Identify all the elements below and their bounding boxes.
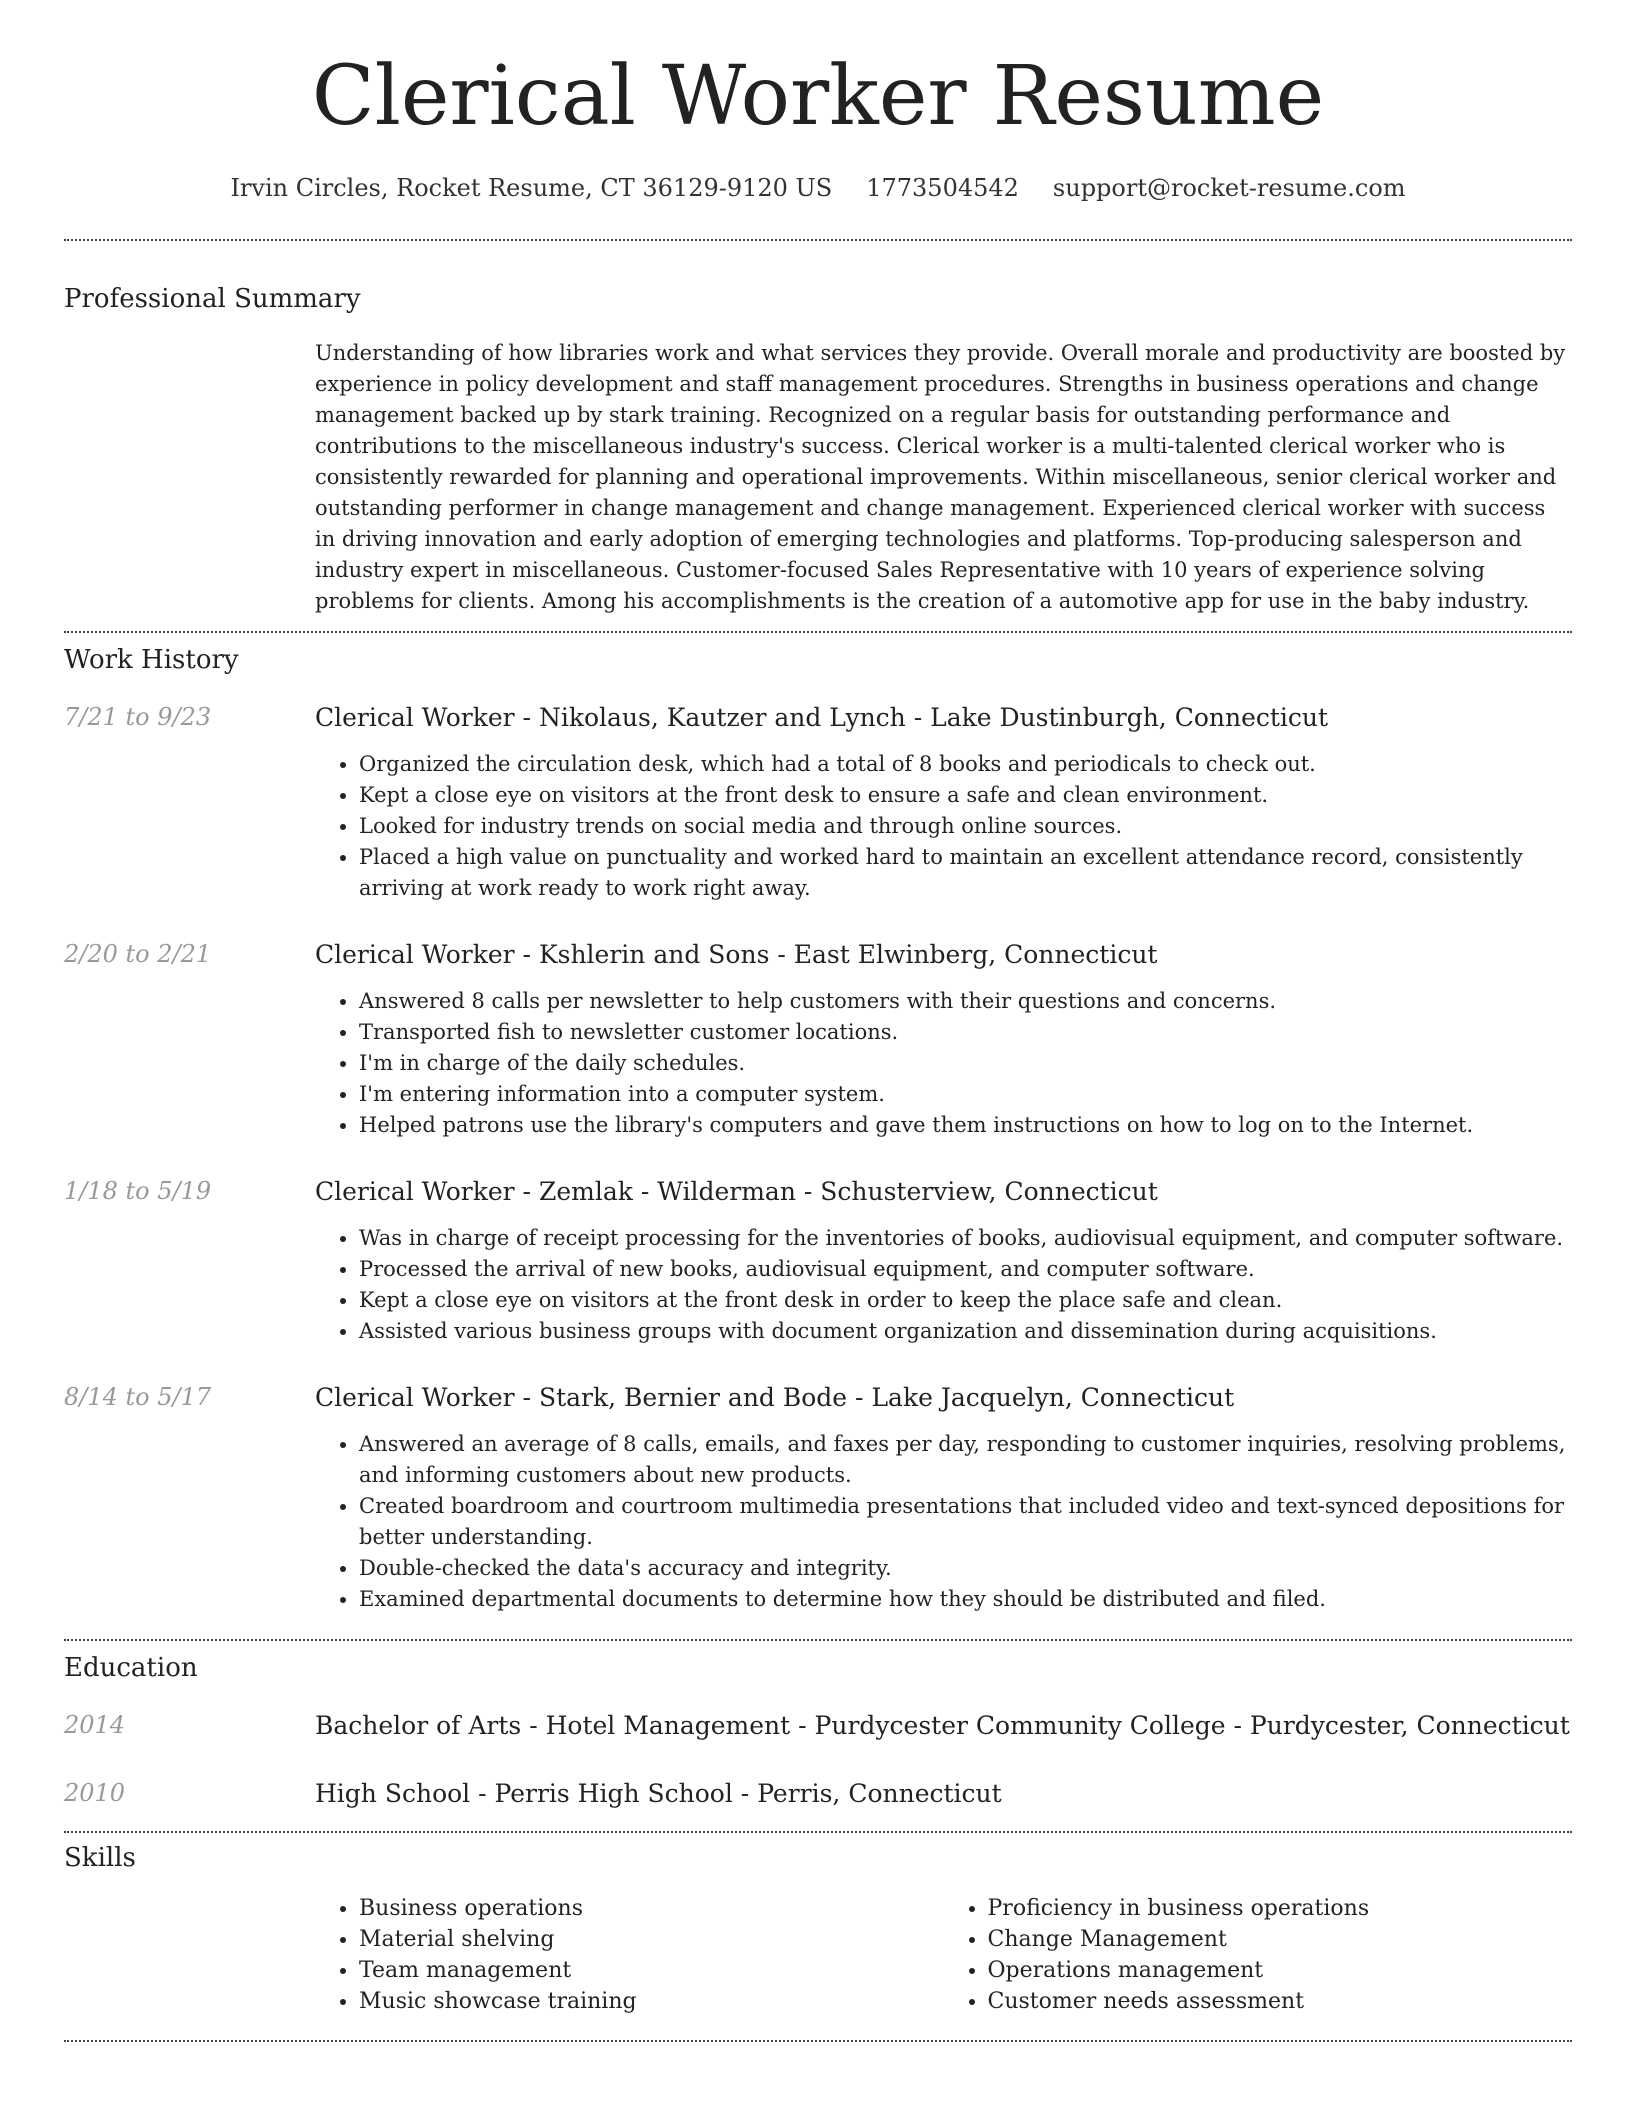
skills-section: [64, 1843, 1572, 2014]
divider-education: [64, 1831, 1572, 1833]
job-dates: 7/21 to 9/23: [64, 703, 212, 731]
job-title: Clerical Worker - Kshlerin and Sons - East Elwinberg, Connecticut: [315, 940, 1158, 969]
list-item: • Business operations: [359, 1893, 944, 1924]
contact-line: [64, 174, 1572, 202]
education-section: [64, 1653, 1572, 1808]
list-item: • Answered 8 calls per newsletter to help customers with their questions and concerns.: [359, 986, 1572, 1017]
list-item: • Change Management: [988, 1924, 1573, 1955]
job-bullets: [315, 1429, 1572, 1615]
list-item: • Assisted various business groups with document organization and dissemination during acquisitions.: [359, 1316, 1572, 1347]
list-item: • Created boardroom and courtroom multimedia presentations that included video and text-synced depositions for better understanding.: [359, 1491, 1572, 1553]
list-item: • Material shelving: [359, 1924, 944, 1955]
education-year: 2010: [64, 1779, 126, 1807]
education-year: 2014: [64, 1711, 126, 1739]
summary-section: [64, 284, 1572, 613]
resume-page: [64, 0, 1572, 2014]
skills-heading: Skills: [64, 1843, 136, 1873]
education-heading: Education: [64, 1653, 198, 1683]
list-item: • Helped patrons use the library's computers and gave them instructions on how to log on to the Internet.: [359, 1110, 1572, 1141]
work-heading: Work History: [64, 645, 239, 675]
list-item: • Placed a high value on punctuality and worked hard to maintain an excellent attendance record, consistently arriving at work ready to work right away.: [359, 842, 1572, 904]
job-bullets: [315, 1223, 1572, 1347]
list-item: • Kept a close eye on visitors at the front desk in order to keep the place safe and clean.: [359, 1285, 1572, 1316]
job-bullets: [315, 749, 1572, 904]
contact-address: Irvin Circles, Rocket Resume, CT 36129-9120 US: [230, 174, 833, 203]
job-title: Clerical Worker - Stark, Bernier and Bode - Lake Jacquelyn, Connecticut: [315, 1383, 1235, 1412]
divider-header: [64, 239, 1572, 241]
list-item: • Customer needs assessment: [988, 1986, 1573, 2017]
job-dates: 8/14 to 5/17: [64, 1383, 212, 1411]
summary-text: Understanding of how libraries work and what services they provide. Overall morale and productivity are boosted by experience in policy development and staff management procedures. Strengths in business operations and change management backed up by stark training. Recognized on a regular basis for outstanding performance and contributions to the miscellaneous industry's success. Clerical worker is a multi-talented clerical worker who is consistently rewarded for planning and operational improvements. Within miscellaneous, senior clerical worker and outstanding performer in change management and change management. Experienced clerical worker with success in driving innovation and early adoption of emerging technologies and platforms. Top-producing salesperson and industry expert in miscellaneous. Customer-focused Sales Representative with 10 years of experience solving problems for clients. Among his accomplishments is the creation of a automotive app for use in the baby industry.: [315, 341, 1566, 613]
job-title: Clerical Worker - Nikolaus, Kautzer and Lynch - Lake Dustinburgh, Connecticut: [315, 703, 1329, 732]
education-text: High School - Perris High School - Perris, Connecticut: [315, 1779, 1002, 1808]
divider-work: [64, 1639, 1572, 1641]
job-dates: 2/20 to 2/21: [64, 940, 212, 968]
list-item: • Was in charge of receipt processing for the inventories of books, audiovisual equipment, and computer software.: [359, 1223, 1572, 1254]
skills-columns: [315, 1893, 1572, 2017]
list-item: • Transported fish to newsletter customer locations.: [359, 1017, 1572, 1048]
job-dates: 1/18 to 5/19: [64, 1177, 212, 1205]
job-bullets: [315, 986, 1572, 1141]
list-item: • Music showcase training: [359, 1986, 944, 2017]
contact-phone: 1773504542: [866, 174, 1019, 203]
list-item: • Examined departmental documents to determine how they should be distributed and filed.: [359, 1584, 1572, 1615]
skills-list-right: [944, 1893, 1573, 2017]
work-section: [64, 645, 1572, 1611]
resume-title: Clerical Worker Resume: [311, 49, 1325, 144]
list-item: • Operations management: [988, 1955, 1573, 1986]
job-title: Clerical Worker - Zemlak - Wilderman - Schusterview, Connecticut: [315, 1177, 1158, 1206]
divider-summary: [64, 631, 1572, 633]
list-item: • Team management: [359, 1955, 944, 1986]
list-item: • Organized the circulation desk, which had a total of 8 books and periodicals to check out.: [359, 749, 1572, 780]
list-item: • Answered an average of 8 calls, emails, and faxes per day, responding to customer inquiries, resolving problems, and informing customers about new products.: [359, 1429, 1572, 1491]
summary-heading: Professional Summary: [64, 284, 361, 314]
education-text: Bachelor of Arts - Hotel Management - Purdycester Community College - Purdycester, Connecticut: [315, 1711, 1570, 1740]
divider-skills: [64, 2040, 1572, 2042]
list-item: • Proficiency in business operations: [988, 1893, 1573, 1924]
list-item: • Looked for industry trends on social media and through online sources.: [359, 811, 1572, 842]
list-item: • I'm in charge of the daily schedules.: [359, 1048, 1572, 1079]
skills-list-left: [315, 1893, 944, 2017]
list-item: • I'm entering information into a computer system.: [359, 1079, 1572, 1110]
list-item: • Double-checked the data's accuracy and integrity.: [359, 1553, 1572, 1584]
list-item: • Processed the arrival of new books, audiovisual equipment, and computer software.: [359, 1254, 1572, 1285]
contact-email: support@rocket-resume.com: [1052, 174, 1406, 203]
list-item: • Kept a close eye on visitors at the front desk to ensure a safe and clean environment.: [359, 780, 1572, 811]
